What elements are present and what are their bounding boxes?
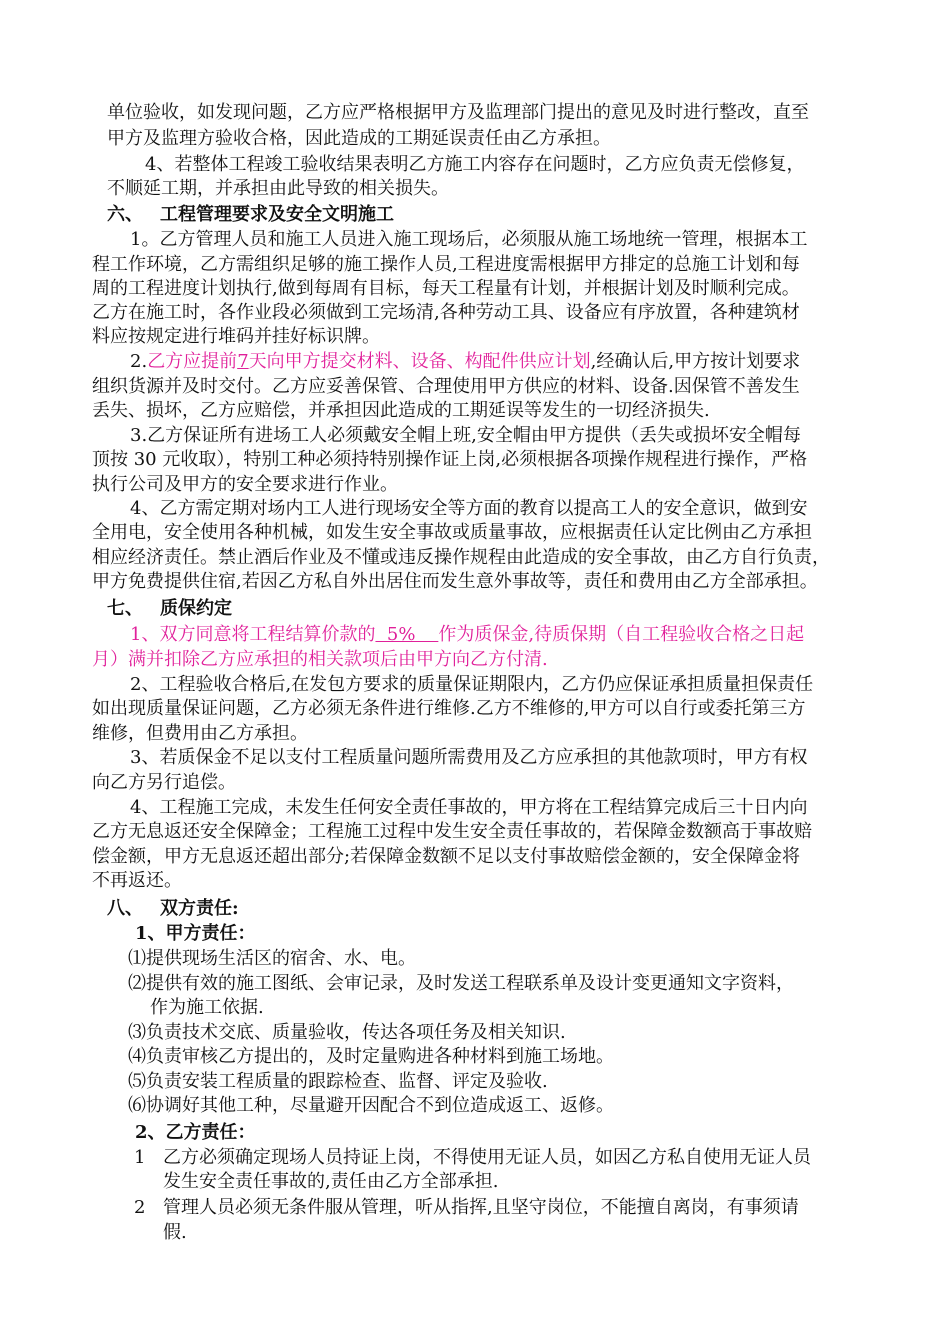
list-item: 乙方必须确定现场人员持证上岗，不得使用无证人员，如因乙方私自使用无证人员 xyxy=(163,1147,811,1168)
highlight-text: 天向甲方提交材料、设备、构配件供应计划 xyxy=(248,351,591,372)
paragraph-line: 全用电，安全使用各种机械，如发生安全事故或质量事故，应根据责任认定比例由乙方承担 xyxy=(92,522,812,543)
paragraph-line: 如出现质量保证问题，乙方必须无条件进行维修.乙方不维修的,甲方可以自行或委托第三方 xyxy=(92,698,806,719)
list-item: 管理人员必须无条件服从管理，听从指挥,且坚守岗位，不能擅自离岗，有事须请 xyxy=(163,1197,799,1218)
highlight-text: 作为质保金,待质保期（自工程验收合格之日起 xyxy=(438,624,805,645)
paragraph-line: 组织货源并及时交付。乙方应妥善保管、合理使用甲方供应的材料、设备.因保管不善发生 xyxy=(92,376,800,397)
section-eight-number: 八、 xyxy=(107,898,143,919)
paragraph-line: 执行公司及甲方的安全要求进行作业。 xyxy=(92,474,398,495)
paragraph-line: 4、若整体工程竣工验收结果表明乙方施工内容存在问题时，乙方应负责无偿修复， xyxy=(145,154,805,175)
paragraph-line-highlighted xyxy=(130,350,800,374)
paragraph-line: 1。乙方管理人员和施工人员进入施工现场后，必须服从施工场地统一管理，根据本工 xyxy=(130,229,808,250)
paragraph-line: 周的工程进度计划执行,做到每周有目标，每天工程量有计划，并根据计划及时顺利完成。 xyxy=(92,278,800,299)
list-item: ⑷负责审核乙方提出的，及时定量购进各种材料到施工场地。 xyxy=(128,1046,614,1067)
list-item: ⑴提供现场生活区的宿舍、水、电。 xyxy=(128,948,416,969)
list-item-number: 1 xyxy=(134,1147,146,1168)
paragraph-line: 维修，但费用由乙方承担。 xyxy=(92,723,308,744)
paragraph-line: 乙方在施工时，各作业段必须做到工完场清,各种劳动工具、设备应有序放置，各种建筑材 xyxy=(92,302,800,323)
paragraph-line: 乙方无息返还安全保障金；工程施工过程中发生安全责任事故的，若保障金数额高于事故赔 xyxy=(92,821,812,842)
paragraph-line: 3.乙方保证所有进场工人必须戴安全帽上班,安全帽由甲方提供（丢失或损坏安全帽每 xyxy=(130,425,801,446)
paragraph-line: 2、工程验收合格后,在发包方要求的质量保证期限内，乙方仍应保证承担质量担保责任 xyxy=(130,674,814,695)
paragraph-line: 甲方及监理方验收合格，因此造成的工期延误责任由乙方承担。 xyxy=(107,128,611,149)
list-item-continuation: 发生安全责任事故的,责任由乙方全部承担. xyxy=(163,1171,499,1192)
list-item: ⑶负责技术交底、质量验收，传达各项任务及相关知识. xyxy=(128,1022,566,1043)
section-seven-heading: 质保约定 xyxy=(160,598,232,619)
paragraph-line: 向乙方另行追偿。 xyxy=(92,772,236,793)
paragraph-line: 程工作环境，乙方需组织足够的施工操作人员,工程进度需根据甲方排定的总施工计划和每 xyxy=(92,254,800,275)
section-eight-heading: 双方责任: xyxy=(160,898,239,919)
paragraph-line: 料应按规定进行堆码并挂好标识牌。 xyxy=(92,326,380,347)
item-number: 2. xyxy=(130,351,148,372)
subsection-party-b-heading: 2、乙方责任： xyxy=(135,1122,256,1143)
list-item-number: 2 xyxy=(134,1197,146,1218)
paragraph-line: 4、工程施工完成，未发生任何安全责任事故的，甲方将在工程结算完成后三十日内向 xyxy=(130,797,808,818)
paragraph-line: 甲方免费提供住宿,若因乙方私自外出居住而发生意外事故等，责任和费用由乙方全部承担。 xyxy=(92,571,818,592)
list-item: ⑸负责安装工程质量的跟踪检查、监督、评定及验收. xyxy=(128,1071,548,1092)
section-seven-number: 七、 xyxy=(107,598,143,619)
plain-text: ,经确认后,甲方按计划要求 xyxy=(590,351,801,372)
highlight-text: 乙方应提前 xyxy=(147,351,238,372)
paragraph-line: 顶按 30 元收取），特别工种必须持特别操作证上岗,必须根据各项操作规程进行操作，严格 xyxy=(92,449,808,470)
list-item-continuation: 作为施工依据. xyxy=(150,997,264,1018)
paragraph-line: 偿金额，甲方无息返还超出部分;若保障金数额不足以支付事故赔偿金额的，安全保障金将 xyxy=(92,846,801,867)
list-item: ⑹协调好其他工种，尽量避开因配合不到位造成返工、返修。 xyxy=(128,1095,614,1116)
highlight-text: 1、双方同意将工程结算价款的 xyxy=(130,624,376,645)
paragraph-line: 3、若质保金不足以支付工程质量问题所需费用及乙方应承担的其他款项时，甲方有权 xyxy=(130,747,808,768)
paragraph-line-highlighted: 月）满并扣除乙方应承担的相关款项后由甲方向乙方付清. xyxy=(92,649,548,670)
list-item: ⑵提供有效的施工图纸、会审记录，及时发送工程联系单及设计变更通知文字资料， xyxy=(128,973,794,994)
paragraph-line: 4、乙方需定期对场内工人进行现场安全等方面的教育以提高工人的安全意识，做到安 xyxy=(130,498,808,519)
subsection-party-a-heading: 1、甲方责任： xyxy=(135,923,256,944)
section-six-number: 六、 xyxy=(107,204,143,225)
section-six-heading: 工程管理要求及安全文明施工 xyxy=(160,204,394,225)
paragraph-line: 不顺延工期，并承担由此导致的相关损失。 xyxy=(107,178,449,199)
paragraph-line: 丢失、损坏，乙方应赔偿，并承担因此造成的工期延误等发生的一切经济损失. xyxy=(92,400,710,421)
paragraph-line: 不再返还。 xyxy=(92,870,182,891)
highlight-percent: 5% xyxy=(375,624,439,645)
paragraph-line-highlighted xyxy=(130,623,804,647)
paragraph-line: 单位验收，如发现问题，乙方应严格根据甲方及监理部门提出的意见及时进行整改，直至 xyxy=(107,102,809,123)
paragraph-line: 相应经济责任。禁止酒后作业及不懂或违反操作规程由此造成的安全事故，由乙方自行负责， xyxy=(92,547,830,568)
list-item-continuation: 假. xyxy=(163,1222,187,1243)
highlight-days: 7 xyxy=(237,351,249,372)
